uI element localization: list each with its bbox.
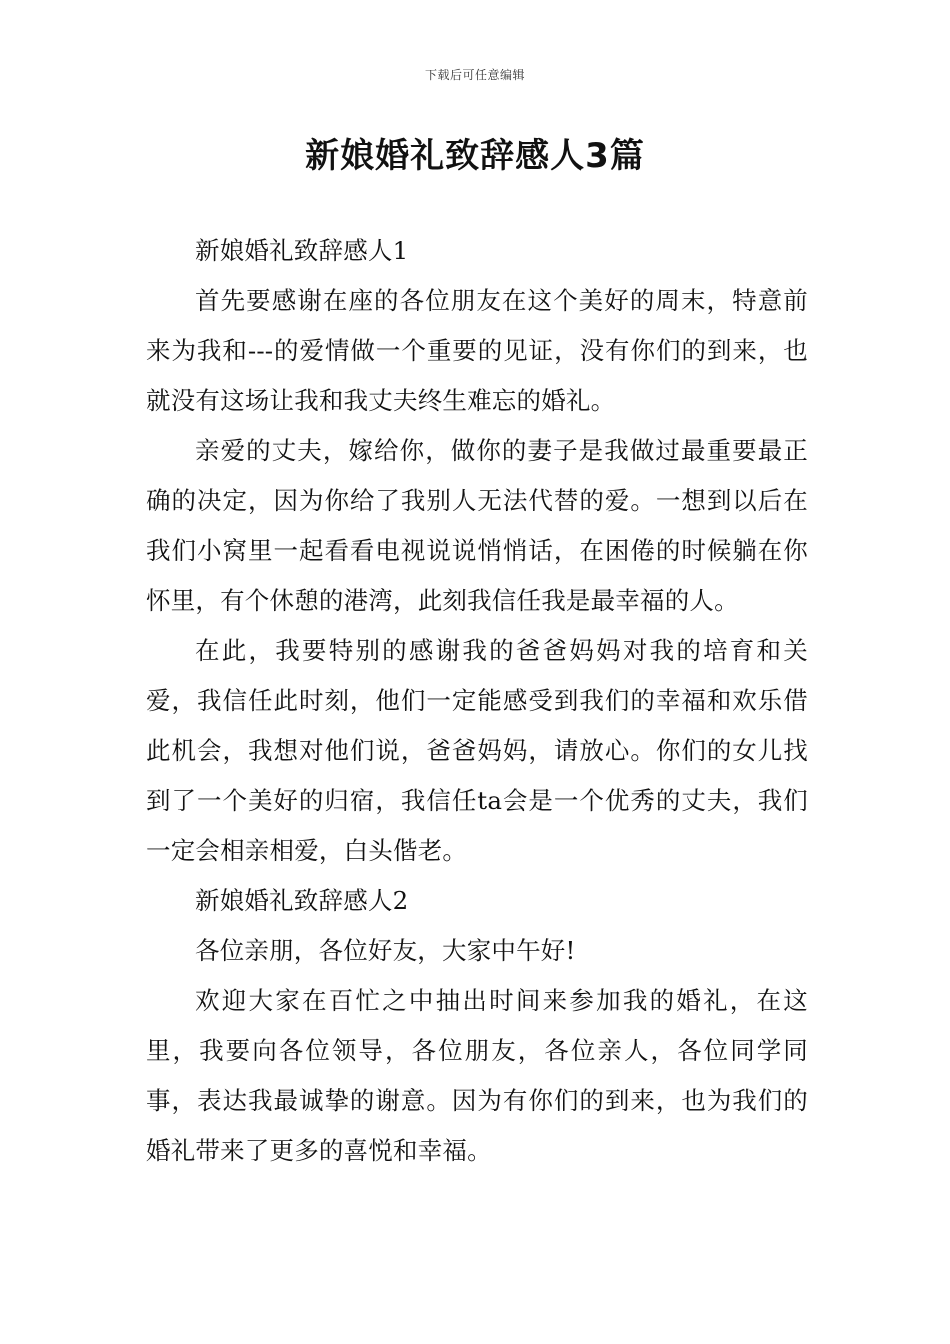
body-paragraph: 首先要感谢在座的各位朋友在这个美好的周末，特意前来为我和---的爱情做一个重要的见证，没有你们的到来，也就没有这场让我和我丈夫终生难忘的婚礼。 [146,286,808,415]
document-body [146,226,808,1176]
body-paragraph: 亲爱的丈夫，嫁给你，做你的妻子是我做过最重要最正确的决定，因为你给了我别人无法代替的爱。一想到以后在我们小窝里一起看看电视说说悄悄话，在困倦的时候躺在你怀里，有个休憩的港湾，此刻我信任我是最幸福的人。 [146,436,808,615]
section-heading-1: 新娘婚礼致辞感人1 [195,236,409,265]
document-title: 新娘婚礼致辞感人3篇 [305,136,645,176]
header-note: 下载后可任意编辑 [424,68,525,82]
body-paragraph: 各位亲朋，各位好友，大家中午好! [195,936,576,965]
body-paragraph: 欢迎大家在百忙之中抽出时间来参加我的婚礼，在这里，我要向各位领导，各位朋友，各位亲人，各位同学同事，表达我最诚挚的谢意。因为有你们的到来，也为我们的婚礼带来了更多的喜悦和幸福。 [146,986,808,1165]
section-heading-2: 新娘婚礼致辞感人2 [195,886,409,915]
body-paragraph: 在此，我要特别的感谢我的爸爸妈妈对我的培育和关爱，我信任此时刻，他们一定能感受到我们的幸福和欢乐借此机会，我想对他们说，爸爸妈妈，请放心。你们的女儿找到了一个美好的归宿，我信任ta会是一个优秀的丈夫，我们一定会相亲相爱，白头偕老。 [146,636,808,865]
